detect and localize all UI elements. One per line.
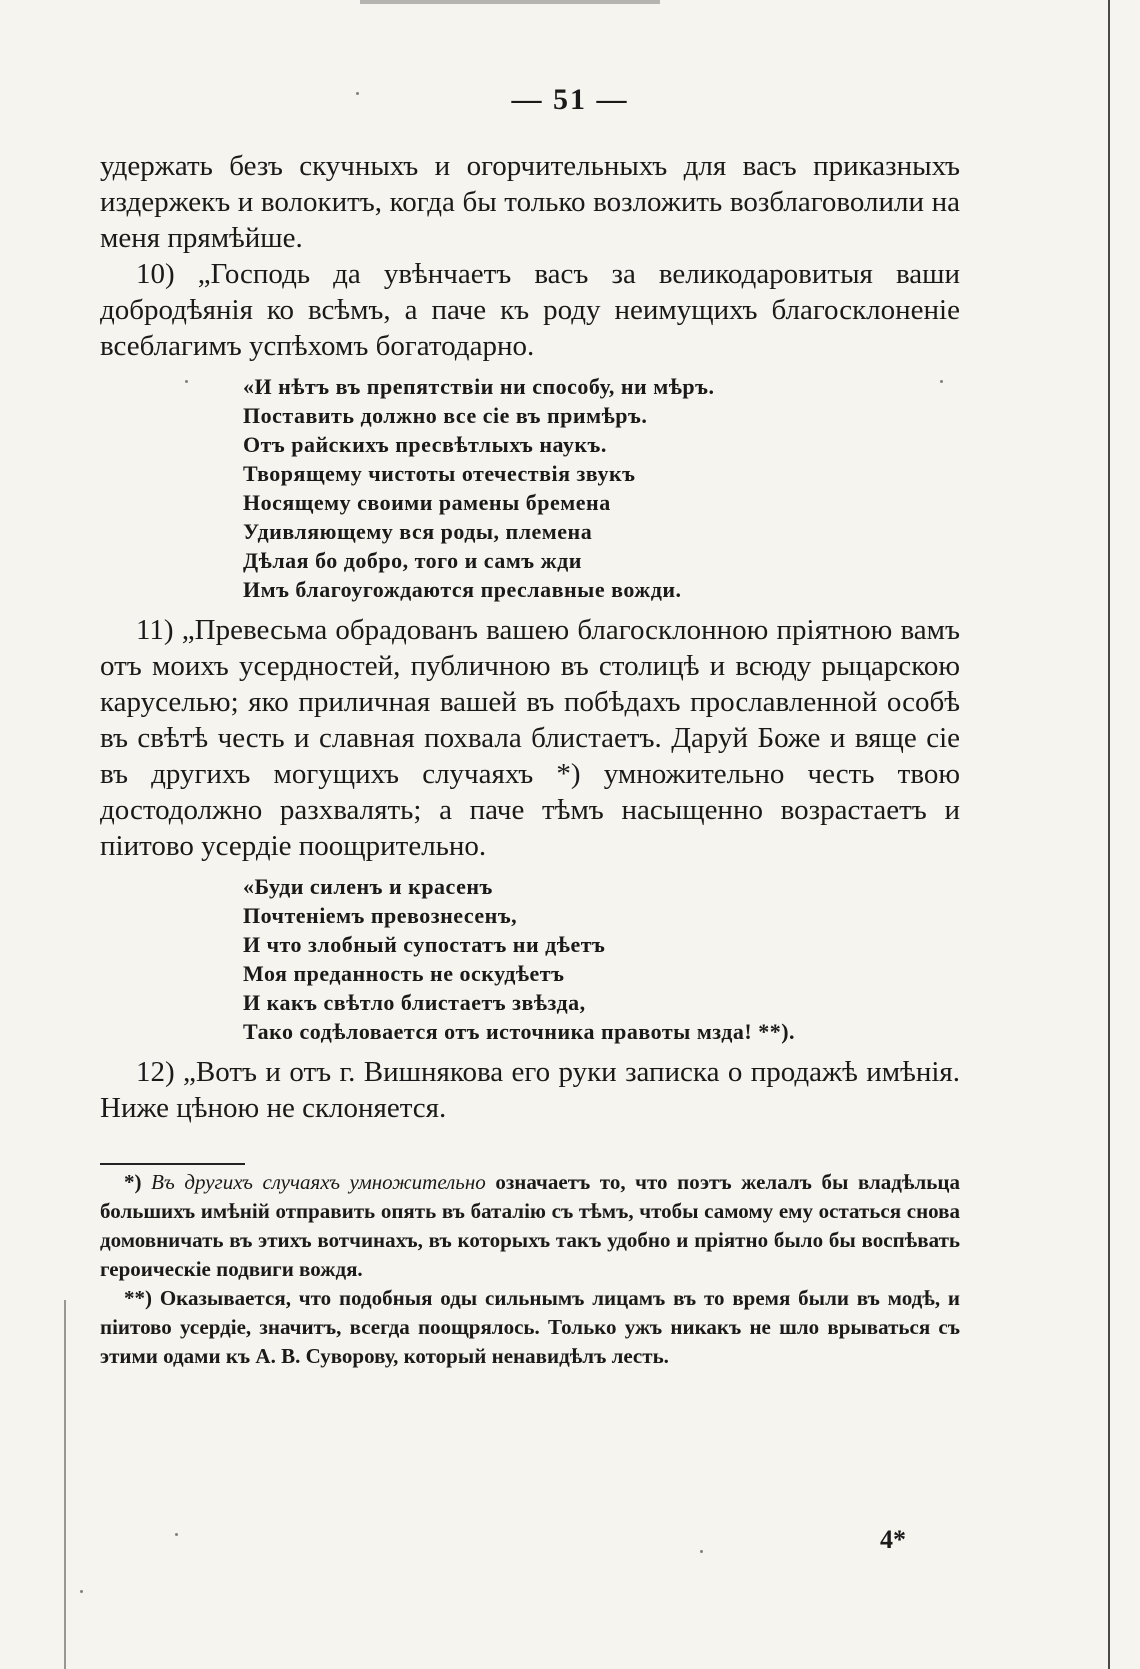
print-speck [185,380,188,383]
verse-line: Имъ благоугождаются преславные вожди. [243,577,682,602]
footnote-1-marker: *) [124,1170,142,1194]
verse-line: Удивляющему вся роды, племена [243,519,593,544]
footnotes [100,1168,960,1371]
paragraph-continuation: удержать безъ скучныхъ и огорчительныхъ для васъ приказныхъ издержекъ и волокитъ, когда бы только возложить возблаговолили на меня прямѣйше. [100,150,960,254]
page-number: — 51 — [511,83,629,116]
verse-line: И какъ свѣтло блистаетъ звѣзда, [243,990,586,1015]
verse-line: Почтеніемъ превознесенъ, [243,903,518,928]
paragraph-10: 10) „Господь да увѣнчаетъ васъ за великодаровитыя ваши добродѣянія ко всѣмъ, а паче къ роду неимущихъ благосклоненіе всеблагимъ успѣхомъ богатодарно. [100,258,960,362]
main-text [100,148,960,1126]
verse-line: «И нѣтъ въ препятствіи ни способу, ни мѣръ. [243,374,715,399]
footnote-1-text: означаетъ то, что поэтъ желалъ бы владѣльца большихъ имѣній отправить опять въ баталію съ тѣмъ, чтобы самому ему остаться снова домовничать въ этихъ вотчинахъ, въ которыхъ такъ удобно и пріятно было бы воспѣвать героическіе подвиги вождя. [100,1170,960,1281]
verse-block-2 [100,872,960,1046]
verse-line: Творящему чистоты отечествія звукъ [243,461,636,486]
verse-line: Отъ райскихъ пресвѣтлыхъ наукъ. [243,432,607,457]
print-speck [700,1550,703,1553]
verse-line: Тако содѣловается отъ источника правоты мзда! **). [243,1019,796,1044]
print-speck [175,1533,178,1536]
print-speck [80,1590,83,1593]
verse-line: Дѣлая бо добро, того и самъ жди [243,548,582,573]
printer-signature: 4* [880,1525,906,1554]
page-left-edge [64,1300,66,1669]
print-speck [356,92,359,95]
print-speck [940,380,943,383]
footnote-2: **) Оказывается, что подобныя оды сильнымъ лицамъ въ то время были въ модѣ, и піитово усердіе, значитъ, всегда поощрялось. Только ужъ никакъ не шло врываться съ этими одами къ А. В. Суворову, который ненавидѣлъ лесть. [100,1286,960,1368]
footnote-1 [100,1168,960,1284]
paragraph-11: 11) „Превесьма обрадованъ вашею благосклонною пріятною вамъ отъ моихъ усердностей, публичною въ столицѣ и всюду рыцарскою каруселью; яко приличная вашей въ побѣдахъ прославленной особѣ въ свѣтѣ честь и славная похвала блистаетъ. Даруй Боже и вяще сіе въ другихъ могущихъ случаяхъ *) умножительно честь твою достодолжно разхвалять; а паче тѣмъ насыщенно возрастаетъ и піитово усердіе поощрительно. [100,614,960,862]
verse-line: Моя преданность не оскудѣетъ [243,961,565,986]
footnote-1-quote: Въ другихъ случаяхъ умножительно [151,1170,486,1194]
paragraph-12: 12) „Вотъ и отъ г. Вишнякова его руки записка о продажѣ имѣнія. Ниже цѣною не склоняется. [100,1056,960,1124]
verse-block-1 [100,372,960,604]
verse-line: «Буди силенъ и красенъ [243,874,493,899]
footnote-divider [100,1163,245,1165]
page-right-edge [1108,0,1110,1669]
page-top-edge [360,0,660,4]
verse-line: И что злобный супостатъ ни дѣетъ [243,932,606,957]
verse-line: Поставить должно все сіе въ примѣръ. [243,403,648,428]
verse-line: Носящему своими рамены бремена [243,490,611,515]
